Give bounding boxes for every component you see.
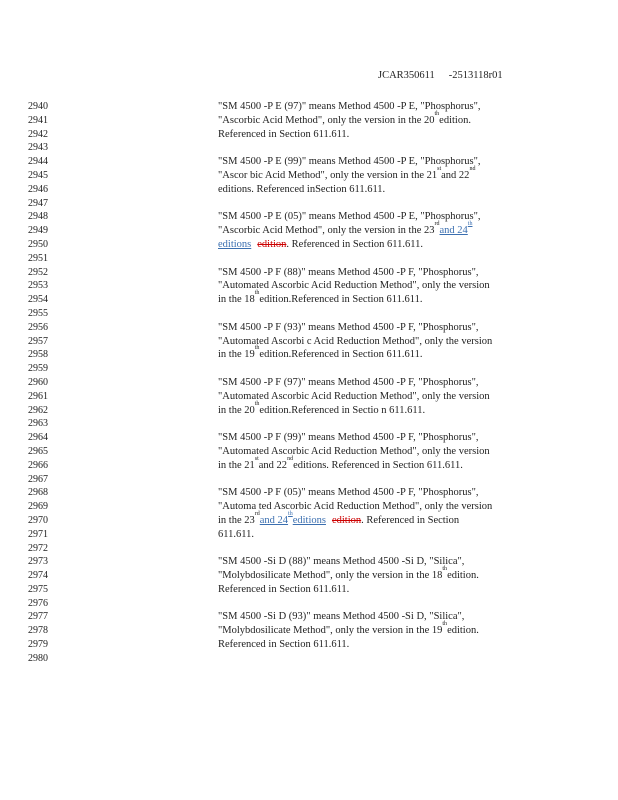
entry-line: "Molybdosilicate Method", only the version in the 18 th edition.: [218, 566, 479, 582]
entry-line: in the 23 rd and 24 th editions edition . Referenced in Section: [218, 510, 460, 526]
line-number: 2952: [28, 266, 48, 278]
line-number: 2950: [28, 238, 48, 250]
entry-line: "SM 4500 -P F (05)" means Method 4500 -P F, "Phosphorus",: [218, 487, 479, 499]
line-number: 2955: [28, 307, 48, 319]
entry-line: "SM 4500 -P E (99)" means Method 4500 -P E, "Phosphorus",: [218, 156, 481, 168]
line-number: 2973: [28, 556, 48, 568]
entry-line: "Ascorbic Acid Method", only the version in the 20 th edition.: [218, 110, 471, 126]
line-number: 2941: [28, 114, 48, 126]
doc-revision-code: -2513118r01: [448, 70, 503, 81]
line-number: 2960: [28, 376, 48, 388]
inserted-text: editions: [292, 514, 326, 526]
inserted-text: and 24: [259, 514, 289, 526]
line-number: 2956: [28, 321, 48, 333]
line-number: 2959: [28, 363, 48, 375]
entry-line: Referenced in Section 611.611.: [218, 639, 350, 651]
definition-entry: [218, 321, 528, 376]
line-numbers: [28, 100, 68, 666]
definition-entry: [218, 100, 528, 155]
line-number: 2953: [28, 280, 48, 292]
line-number: 2947: [28, 197, 48, 209]
deleted-text: edition: [257, 238, 287, 250]
line-number: 2949: [28, 225, 48, 237]
entry-line: "SM 4500 -P E (05)" means Method 4500 -P E, "Phosphorus",: [218, 211, 481, 223]
line-number: 2963: [28, 418, 48, 430]
line-number: 2964: [28, 432, 48, 444]
line-number: 2943: [28, 142, 48, 154]
line-number: 2970: [28, 514, 48, 526]
entry-line: "SM 4500 -Si D (88)" means Method 4500 -Si D, "Silica",: [218, 556, 465, 568]
line-number: 2962: [28, 404, 48, 416]
line-number: 2980: [28, 652, 48, 664]
line-number: 2968: [28, 487, 48, 499]
doc-code: JCAR350611: [378, 70, 435, 81]
definition-entry: [218, 555, 528, 610]
entry-line: "Molybdosilicate Method", only the version in the 19 th edition.: [218, 621, 479, 637]
line-number: 2945: [28, 169, 48, 181]
definition-entry: [218, 610, 528, 651]
line-number: 2948: [28, 211, 48, 223]
line-number: 2965: [28, 445, 48, 457]
entry-line: "SM 4500 -Si D (93)" means Method 4500 -Si D, "Silica",: [218, 611, 465, 623]
line-number: 2944: [28, 156, 48, 168]
entry-line: "Automated Ascorbi c Acid Reduction Method", only the version: [218, 335, 493, 347]
document-header: [378, 70, 503, 81]
entry-line: "SM 4500 -P F (97)" means Method 4500 -P F, "Phosphorus",: [218, 376, 479, 388]
line-number: 2975: [28, 583, 48, 595]
definition-entry: [218, 486, 528, 555]
inserted-text: editions: [218, 238, 252, 250]
definition-entry: [218, 376, 528, 431]
line-number: 2969: [28, 501, 48, 513]
entry-line: editions. Referenced inSection 611.611.: [218, 183, 386, 195]
entry-line: Referenced in Section 611.611.: [218, 128, 350, 140]
line-number: 2954: [28, 294, 48, 306]
line-number: 2957: [28, 335, 48, 347]
definition-entry: [218, 155, 528, 210]
line-number: 2946: [28, 183, 48, 195]
inserted-text: and 24: [439, 225, 468, 237]
deleted-text: edition: [331, 514, 362, 526]
entry-line: "Automa ted Ascorbic Acid Reduction Method", only the version: [218, 501, 493, 513]
entry-line: "SM 4500 -P F (93)" means Method 4500 -P F, "Phosphorus",: [218, 321, 479, 333]
entry-line: in the 21 st and 22 nd editions. Referenced in Section 611.611.: [218, 455, 463, 471]
definition-entry: [218, 210, 528, 265]
line-number: 2971: [28, 528, 48, 540]
entry-line: 611.611.: [218, 528, 254, 540]
entry-line: in the 20 th edition.Referenced in Sectio n 611.611.: [218, 400, 426, 416]
line-number: 2966: [28, 459, 48, 471]
document-body: [218, 100, 528, 652]
line-number: 2972: [28, 542, 48, 554]
entry-line: "Ascor bic Acid Method", only the version in the 21 st and 22 nd: [218, 165, 476, 181]
line-number: 2958: [28, 349, 48, 361]
definition-entry: [218, 266, 528, 321]
line-number: 2979: [28, 639, 48, 651]
entry-line: "SM 4500 -P F (88)" means Method 4500 -P F, "Phosphorus",: [218, 266, 479, 278]
entry-line: in the 18 th edition.Referenced in Section 611.611.: [218, 290, 423, 306]
entry-line: "SM 4500 -P E (97)" means Method 4500 -P E, "Phosphorus",: [218, 101, 481, 112]
line-number: 2974: [28, 570, 48, 582]
line-number: 2961: [28, 390, 48, 402]
line-number: 2977: [28, 611, 48, 623]
entry-line: editions edition . Referenced in Section 611.611.: [218, 238, 423, 250]
entry-line: "Ascorbic Acid Method", only the version in the 23 rd and 24 th: [218, 221, 473, 237]
entry-line: "Automated Ascorbic Acid Reduction Method", only the version: [218, 280, 490, 292]
entry-line: "Automated Ascorbic Acid Reduction Method", only the version: [218, 390, 490, 402]
line-number: 2940: [28, 101, 48, 112]
line-number: 2976: [28, 597, 48, 609]
line-number: 2951: [28, 252, 48, 264]
entry-line: "Automated Ascorbic Acid Reduction Method", only the version: [218, 445, 490, 457]
definition-entry: [218, 431, 528, 486]
line-number: 2978: [28, 625, 48, 637]
line-number: 2967: [28, 473, 48, 485]
line-number: 2942: [28, 128, 48, 140]
entry-line: in the 19 th edition.Referenced in Section 611.611.: [218, 345, 423, 361]
entry-line: Referenced in Section 611.611.: [218, 583, 350, 595]
entry-line: "SM 4500 -P F (99)" means Method 4500 -P F, "Phosphorus",: [218, 432, 479, 444]
